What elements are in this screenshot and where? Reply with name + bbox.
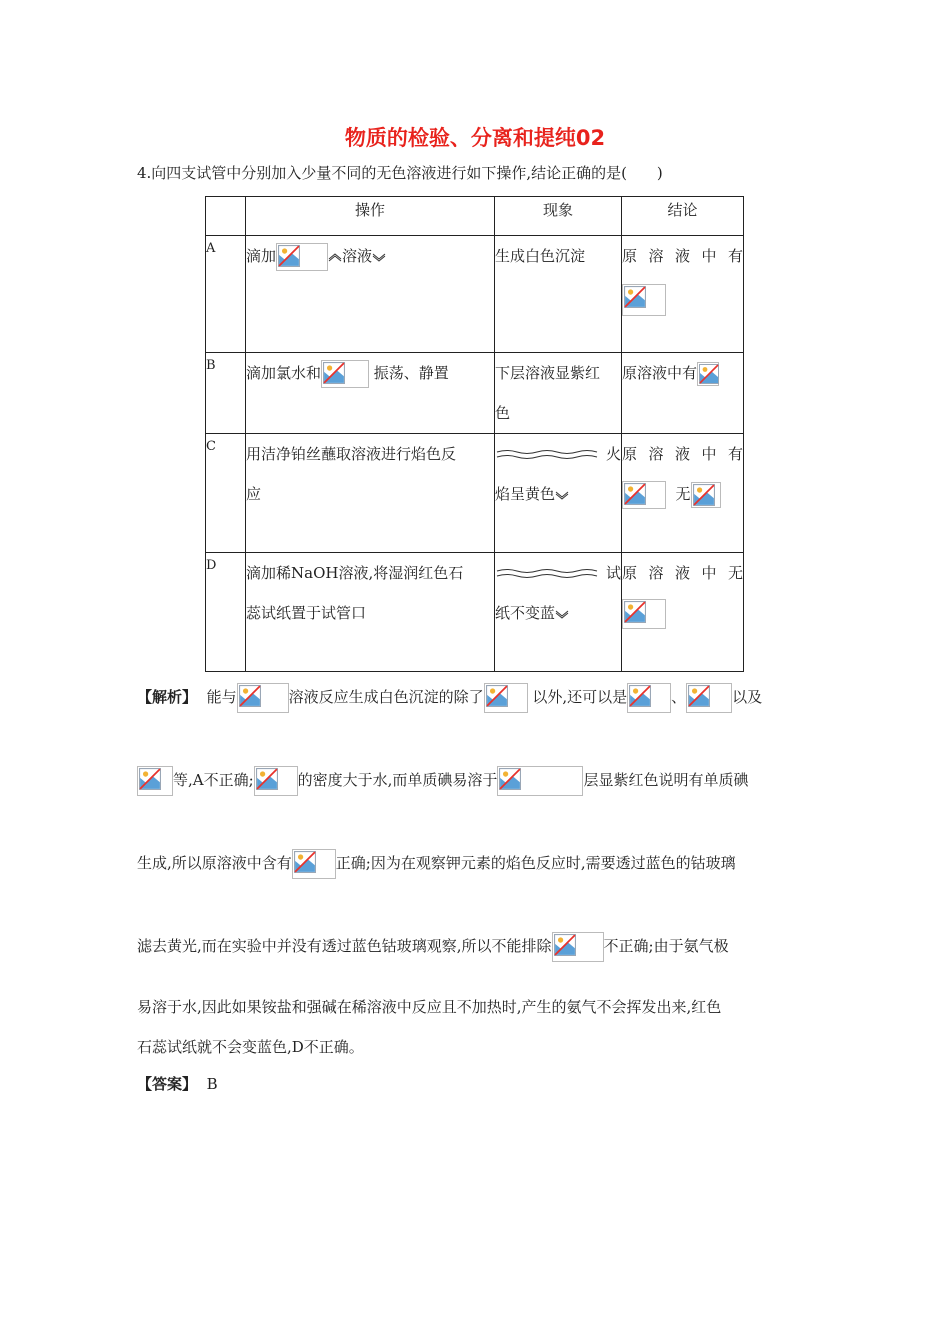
- cell-text: 下层溶液显紫红: [495, 364, 601, 382]
- table-row: [206, 236, 744, 353]
- option-label: C: [206, 434, 246, 553]
- analysis-line-6: 石蕊试纸就不会变蓝色,D不正确。: [137, 1038, 364, 1056]
- cell-text: 振荡、静置: [373, 364, 449, 382]
- phenomenon-cell: [495, 434, 622, 553]
- analysis-text: 、: [671, 688, 687, 706]
- formula-image-icon: [321, 360, 369, 388]
- operation-cell: [246, 353, 495, 434]
- header-conclusion: 结论: [622, 197, 744, 236]
- formula-image-icon: [552, 932, 604, 962]
- analysis-text: 溶液反应生成白色沉淀的除了: [288, 688, 484, 706]
- analysis-text: 以及: [732, 688, 763, 706]
- formula-image-icon: [292, 849, 336, 879]
- cell-text: 原溶液中无: [622, 564, 743, 582]
- cell-text: 滴加: [246, 247, 277, 265]
- cell-text: 原溶液中有: [622, 247, 743, 265]
- wave-mark-icon: [555, 490, 569, 500]
- operation-cell: [246, 553, 495, 672]
- formula-image-icon: [627, 683, 671, 713]
- analysis-text: 不正确;由于氨气极: [603, 937, 729, 955]
- cell-text: 应: [246, 485, 262, 503]
- cell-text: 滴加氯水和: [246, 364, 322, 382]
- analysis-line-3: [137, 849, 736, 879]
- cell-text: 用洁净铂丝蘸取溶液进行焰色反: [246, 445, 457, 463]
- formula-image-icon: [497, 766, 583, 796]
- formula-image-icon: [276, 243, 328, 271]
- analysis-label: 【解析】: [137, 688, 198, 706]
- cell-text: 试: [605, 564, 621, 582]
- analysis-line-2: [137, 766, 748, 796]
- table-row: [206, 353, 744, 434]
- analysis-text: 生成,所以原溶液中含有: [137, 854, 292, 872]
- option-label: B: [206, 353, 246, 434]
- formula-image-icon: [622, 284, 666, 316]
- cell-text: 焰呈黄色: [495, 485, 556, 503]
- operation-cell: [246, 434, 495, 553]
- page-title: 物质的检验、分离和提纯02: [344, 126, 606, 150]
- analysis-text: 等,A不正确;: [173, 771, 254, 789]
- formula-image-icon: [697, 362, 719, 386]
- answer-line: [137, 1073, 218, 1094]
- analysis-line-1: [137, 683, 762, 713]
- formula-image-icon: [237, 683, 289, 713]
- cell-text: 溶液: [342, 247, 373, 265]
- phenomenon-cell: [495, 353, 622, 434]
- cell-text: 无: [675, 485, 691, 503]
- wave-mark-icon: [372, 252, 386, 262]
- wave-mark-icon: [328, 252, 342, 262]
- table-header-row: [206, 197, 744, 236]
- analysis-text: 以外,还可以是: [532, 688, 628, 706]
- header-operation: 操作: [246, 197, 495, 236]
- question-text: 4.向四支试管中分别加入少量不同的无色溶液进行如下操作,结论正确的是( ): [137, 164, 663, 182]
- analysis-text: 正确;因为在观察钾元素的焰色反应时,需要透过蓝色的钴玻璃: [335, 854, 736, 872]
- option-label: D: [206, 553, 246, 672]
- cell-text: 原溶液中有: [622, 445, 743, 463]
- question-table: [205, 196, 744, 672]
- conclusion-cell: [622, 236, 744, 353]
- wave-mark-icon: [555, 609, 569, 619]
- phenomenon-cell: [495, 553, 622, 672]
- analysis-text: 层显紫红色说明有单质碘: [583, 771, 749, 789]
- analysis-text: 能与: [206, 688, 237, 706]
- cell-text: 纸不变蓝: [495, 604, 556, 622]
- analysis-line-5: 易溶于水,因此如果铵盐和强碱在稀溶液中反应且不加热时,产生的氨气不会挥发出来,红色: [137, 998, 722, 1016]
- analysis-text: 的密度大于水,而单质碘易溶于: [297, 771, 498, 789]
- option-label: A: [206, 236, 246, 353]
- conclusion-cell: [622, 353, 744, 434]
- cell-text: 色: [495, 404, 511, 422]
- formula-image-icon: [691, 482, 721, 508]
- analysis-text: 滤去黄光,而在实验中并没有透过蓝色钴玻璃观察,所以不能排除: [137, 937, 552, 955]
- phenomenon-cell: 生成白色沉淀: [495, 236, 622, 353]
- header-phenomenon: 现象: [495, 197, 622, 236]
- analysis-line-4: [137, 932, 729, 962]
- answer-value: B: [206, 1075, 218, 1093]
- formula-image-icon: [484, 683, 528, 713]
- header-cell: [206, 197, 246, 236]
- operation-cell: [246, 236, 495, 353]
- formula-image-icon: [137, 766, 173, 796]
- cell-text: 原溶液中有: [622, 364, 698, 382]
- formula-image-icon: [254, 766, 298, 796]
- formula-image-icon: [622, 481, 666, 509]
- formula-image-icon: [686, 683, 732, 713]
- wave-underline-icon: [495, 567, 599, 581]
- conclusion-cell: [622, 434, 744, 553]
- table-row: [206, 434, 744, 553]
- cell-text: 火: [605, 445, 621, 463]
- table-row: [206, 553, 744, 672]
- cell-text: 蕊试纸置于试管口: [246, 604, 367, 622]
- cell-text: 滴加稀NaOH溶液,将湿润红色石: [246, 564, 464, 582]
- answer-label: 【答案】: [137, 1075, 198, 1093]
- wave-underline-icon: [495, 448, 599, 462]
- conclusion-cell: [622, 553, 744, 672]
- formula-image-icon: [622, 599, 666, 629]
